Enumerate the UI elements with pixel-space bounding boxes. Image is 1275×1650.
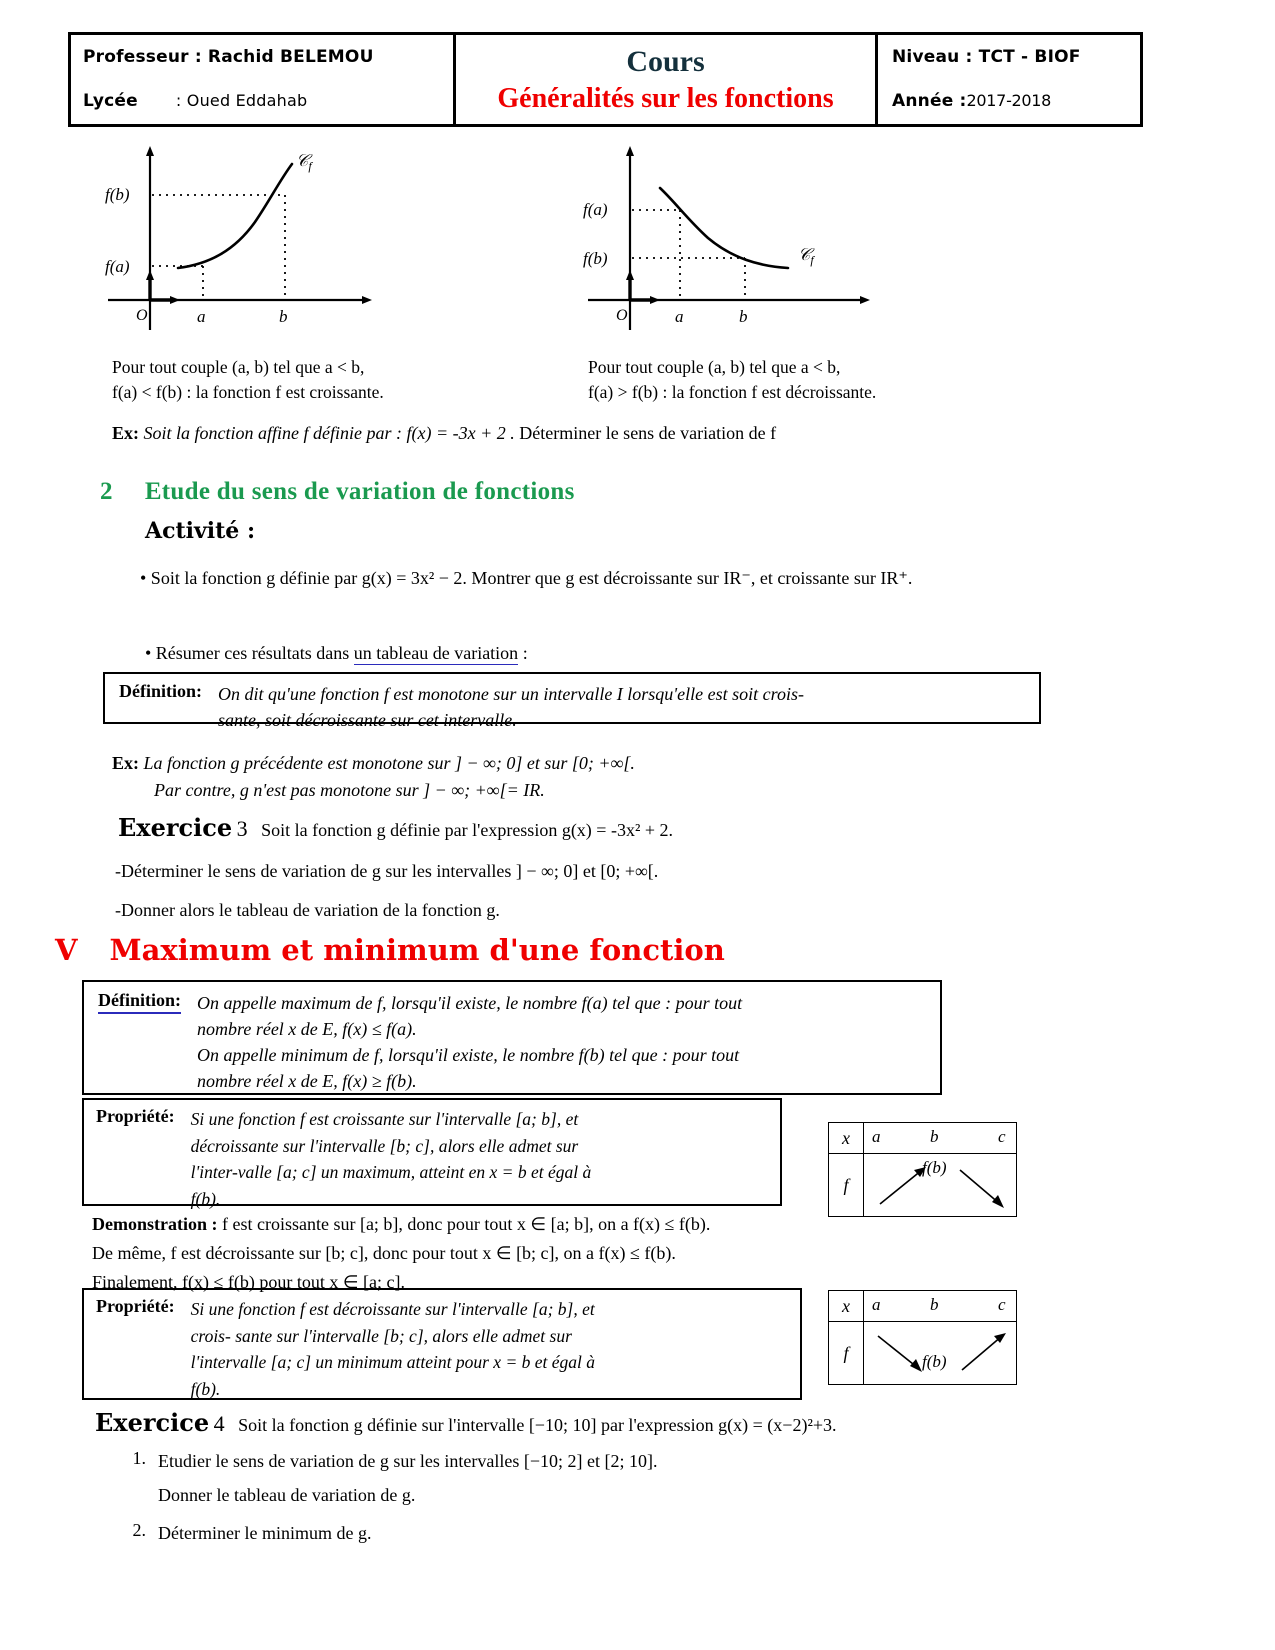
propriete-2-body [191, 1296, 792, 1402]
definition-monotone-line2: sante, soit décroissante sur cet intervalle. [218, 710, 517, 731]
ex-affine [112, 420, 1112, 447]
exercice-4-list [112, 1448, 1112, 1554]
propriete-1-line3: l'inter-valle [a; c] un maximum, atteint en x = b et égal à [190, 1162, 592, 1183]
exercice-3-statement: Soit la fonction g définie par l'expression g(x) = -3x² + 2. [261, 820, 673, 840]
ex-monotone-line1: La fonction g précédente est monotone sur ] − ∞; 0] et sur [0; +∞[. [143, 753, 635, 773]
header-table [68, 32, 1143, 127]
vt2-cell-head [864, 1291, 1017, 1322]
exercice-4 [95, 1405, 1095, 1441]
header-cell-level [878, 35, 1140, 124]
variation-table-1 [828, 1122, 1017, 1217]
propriete-2-box [82, 1288, 802, 1400]
demonstration-label: Demonstration : [92, 1214, 218, 1234]
cours-title: Cours [626, 44, 705, 78]
figure-increasing [100, 140, 430, 340]
vt1-label-a: a [872, 1127, 881, 1146]
definition-maxmin-line1: On appelle maximum de f, lorsqu'il existe, le nombre f(a) tel que : pour tout [197, 993, 743, 1013]
definition-monotone-row [119, 681, 1029, 733]
propriete-1-label: Propriété: [96, 1106, 175, 1126]
ex-affine-label: Ex: [112, 423, 139, 443]
increasing-function-graph [100, 140, 430, 340]
propriete-1-body [191, 1106, 772, 1212]
label-f-b: f(b) [105, 185, 130, 204]
exercice-4-number: 4 [213, 1411, 225, 1436]
variation-table-1-row-f [829, 1154, 1017, 1217]
variation-table-1-row-x [829, 1123, 1017, 1154]
vt2-label-b: b [930, 1295, 939, 1314]
caption-decreasing-line2: f(a) > f(b) : la fonction f est décroissante. [588, 382, 877, 403]
demonstration [92, 1210, 1092, 1296]
activite-bullet-2 [145, 640, 1045, 667]
lycee-label: Lycée [83, 90, 138, 111]
list-item [112, 1448, 1112, 1510]
section-V-number: V [55, 933, 78, 967]
definition-monotone-body [218, 681, 1029, 733]
vt1-cell-f: f [829, 1154, 864, 1217]
header-cell-teacher [71, 35, 456, 124]
ex-affine-italic: Soit la fonction affine f définie par : f(x) = -3x + 2 . [143, 423, 515, 443]
definition-maxmin-line4: nombre réel x de E, f(x) ≥ f(b). [197, 1071, 417, 1092]
definition-monotone-label: Définition: [119, 681, 202, 701]
variation-table-2 [828, 1290, 1017, 1385]
vt1-cell-head [864, 1123, 1017, 1154]
ex-monotone [112, 750, 1012, 804]
bullet-2-underlined: un tableau de variation [353, 643, 519, 663]
ex-monotone-label: Ex: [112, 753, 139, 773]
exercice-4-item-2-text: Déterminer le minimum de g. [158, 1522, 372, 1543]
label-curve-cf: 𝒞$_f$ [296, 151, 312, 173]
vt1-cell-x: x [829, 1123, 864, 1154]
label-b: b [279, 307, 288, 326]
demonstration-line1-wrap [92, 1210, 1092, 1239]
section-2-number: 2 [100, 478, 113, 505]
propriete-1-line2: décroissante sur l'intervalle [b; c], alors elle admet sur [190, 1135, 579, 1156]
demonstration-line1: f est croissante sur [a; b], donc pour tout x ∈ [a; b], on a f(x) ≤ f(b). [221, 1214, 711, 1234]
annee-value: 2017-2018 [966, 90, 1052, 110]
definition-maxmin-line3: On appelle minimum de f, lorsqu'il existe, le nombre f(b) tel que : pour tout [197, 1045, 740, 1066]
section-V-title: Maximum et minimum d'une fonction [109, 933, 725, 967]
activite-label: Activité : [145, 518, 256, 544]
propriete-2-label: Propriété: [96, 1296, 175, 1316]
exercice-4-item-2-body [158, 1520, 1112, 1548]
list-item [112, 1520, 1112, 1548]
exercice-3-number: 3 [236, 816, 248, 841]
exercice-3 [118, 810, 1068, 846]
exercice-4-item-1-mark: 1. [132, 1448, 146, 1468]
ex-affine-rest: Déterminer le sens de variation de f [519, 423, 777, 443]
section-2-title: Etude du sens de variation de fonctions [144, 478, 575, 505]
caption-decreasing-line1: Pour tout couple (a, b) tel que a < b, [588, 357, 841, 377]
variation-table-2-row-f [829, 1322, 1017, 1385]
definition-maxmin-row [98, 990, 930, 1094]
label-curve-cf: 𝒞$_f$ [798, 245, 814, 267]
caption-increasing-line2: f(a) < f(b) : la fonction f est croissante. [112, 382, 384, 403]
propriete-1-row [96, 1106, 772, 1212]
figures-row [0, 140, 1275, 390]
vt1-cell-variation [864, 1154, 1017, 1217]
demonstration-line2: De même, f est décroissante sur [b; c], donc pour tout x ∈ [b; c], on a f(x) ≤ f(b). [92, 1242, 676, 1263]
exercice-4-item-2-mark: 2. [132, 1519, 146, 1540]
caption-increasing [112, 355, 532, 406]
vt2-cell-x: x [829, 1291, 864, 1322]
propriete-2-line4: f(b). [190, 1378, 221, 1399]
vt1-label-c: c [998, 1127, 1006, 1146]
propriete-2-line2: crois- sante sur l'intervalle [b; c], alors elle admet sur [190, 1325, 572, 1346]
caption-decreasing [588, 355, 1048, 406]
propriete-1-line4: f(b). [190, 1188, 221, 1209]
decreasing-function-graph [580, 140, 920, 340]
header-cell-title [456, 35, 878, 124]
label-a: a [675, 307, 684, 326]
vt1-label-b: b [930, 1127, 939, 1146]
definition-maxmin-label: Définition: [98, 990, 181, 1014]
lycee-row [83, 90, 453, 111]
niveau-label: Niveau : TCT - BIOF [892, 46, 1081, 67]
section-V-heading [55, 933, 725, 967]
vt2-cell-f: f [829, 1322, 864, 1385]
cours-subtitle: Généralités sur les fonctions [497, 82, 834, 114]
exercice-4-item-1-sub: Donner le tableau de variation de g. [158, 1484, 416, 1505]
variation-table-2-grid [828, 1290, 1017, 1385]
exercice-3-title: Exercice [118, 813, 233, 842]
demonstration-line3: Finalement, f(x) ≤ f(b) pour tout x ∈ [a; c]. [92, 1271, 405, 1292]
label-f-a: f(a) [105, 257, 130, 276]
vt1-value-label: f(b) [922, 1158, 947, 1177]
figure-decreasing [580, 140, 920, 340]
label-origin: O [136, 307, 148, 324]
label-a: a [197, 307, 206, 326]
caption-increasing-line1: Pour tout couple (a, b) tel que a < b, [112, 357, 365, 377]
bullet-2-suffix: : [522, 643, 528, 663]
vt2-label-a: a [872, 1295, 881, 1314]
label-origin: O [616, 307, 628, 324]
vt2-label-c: c [998, 1295, 1006, 1314]
definition-maxmin-line2: nombre réel x de E, f(x) ≤ f(a). [197, 1019, 417, 1040]
exercice-4-statement: Soit la fonction g définie sur l'intervalle [−10; 10] par l'expression g(x) = (x−2)²+3. [238, 1415, 837, 1435]
exercice-4-item-1-text: Etudier le sens de variation de g sur les intervalles [−10; 2] et [2; 10]. [158, 1451, 658, 1471]
vt2-cell-variation [864, 1322, 1017, 1385]
exercice-4-item-1-body [158, 1448, 1112, 1510]
definition-monotone-line1: On dit qu'une fonction f est monotone sur un intervalle I lorsqu'elle est soit crois- [218, 684, 804, 704]
bullet-2-prefix: • Résumer ces résultats dans [145, 643, 350, 663]
variation-table-1-grid [828, 1122, 1017, 1217]
exercice-3-item-1: -Déterminer le sens de variation de g sur les intervalles ] − ∞; 0] et [0; +∞[. [115, 861, 659, 881]
ex-monotone-line2: Par contre, g n'est pas monotone sur ] − ∞; +∞[= IR. [154, 780, 545, 800]
propriete-1-line1: Si une fonction f est croissante sur l'intervalle [a; b], et [190, 1109, 579, 1129]
label-f-b: f(b) [583, 249, 608, 268]
exercice-3-item-2: -Donner alors le tableau de variation de la fonction g. [115, 900, 500, 920]
variation-table-2-row-x [829, 1291, 1017, 1322]
propriete-2-line3: l'intervalle [a; c] un minimum atteint pour x = b et égal à [190, 1352, 596, 1373]
professeur-label: Professeur : Rachid BELEMOU [83, 46, 374, 67]
propriete-2-row [96, 1296, 792, 1402]
section-2-heading [100, 478, 575, 506]
exercice-4-title: Exercice [95, 1408, 210, 1437]
propriete-1-box [82, 1098, 782, 1209]
definition-monotone-box [103, 672, 1041, 731]
propriete-2-line1: Si une fonction f est décroissante sur l'intervalle [a; b], et [190, 1299, 595, 1319]
lycee-value: : Oued Eddahab [175, 90, 308, 110]
activite-bullet-1: • Soit la fonction g définie par g(x) = 3x² − 2. Montrer que g est décroissante sur IR⁻, et croissante sur IR⁺. [140, 568, 913, 588]
definition-maxmin-body [197, 990, 930, 1094]
annee-row [892, 90, 1140, 111]
definition-maxmin-box [82, 980, 942, 1095]
vt2-value-label: f(b) [922, 1352, 947, 1371]
label-b: b [739, 307, 748, 326]
label-f-a: f(a) [583, 200, 608, 219]
annee-label: Année : [892, 90, 967, 111]
